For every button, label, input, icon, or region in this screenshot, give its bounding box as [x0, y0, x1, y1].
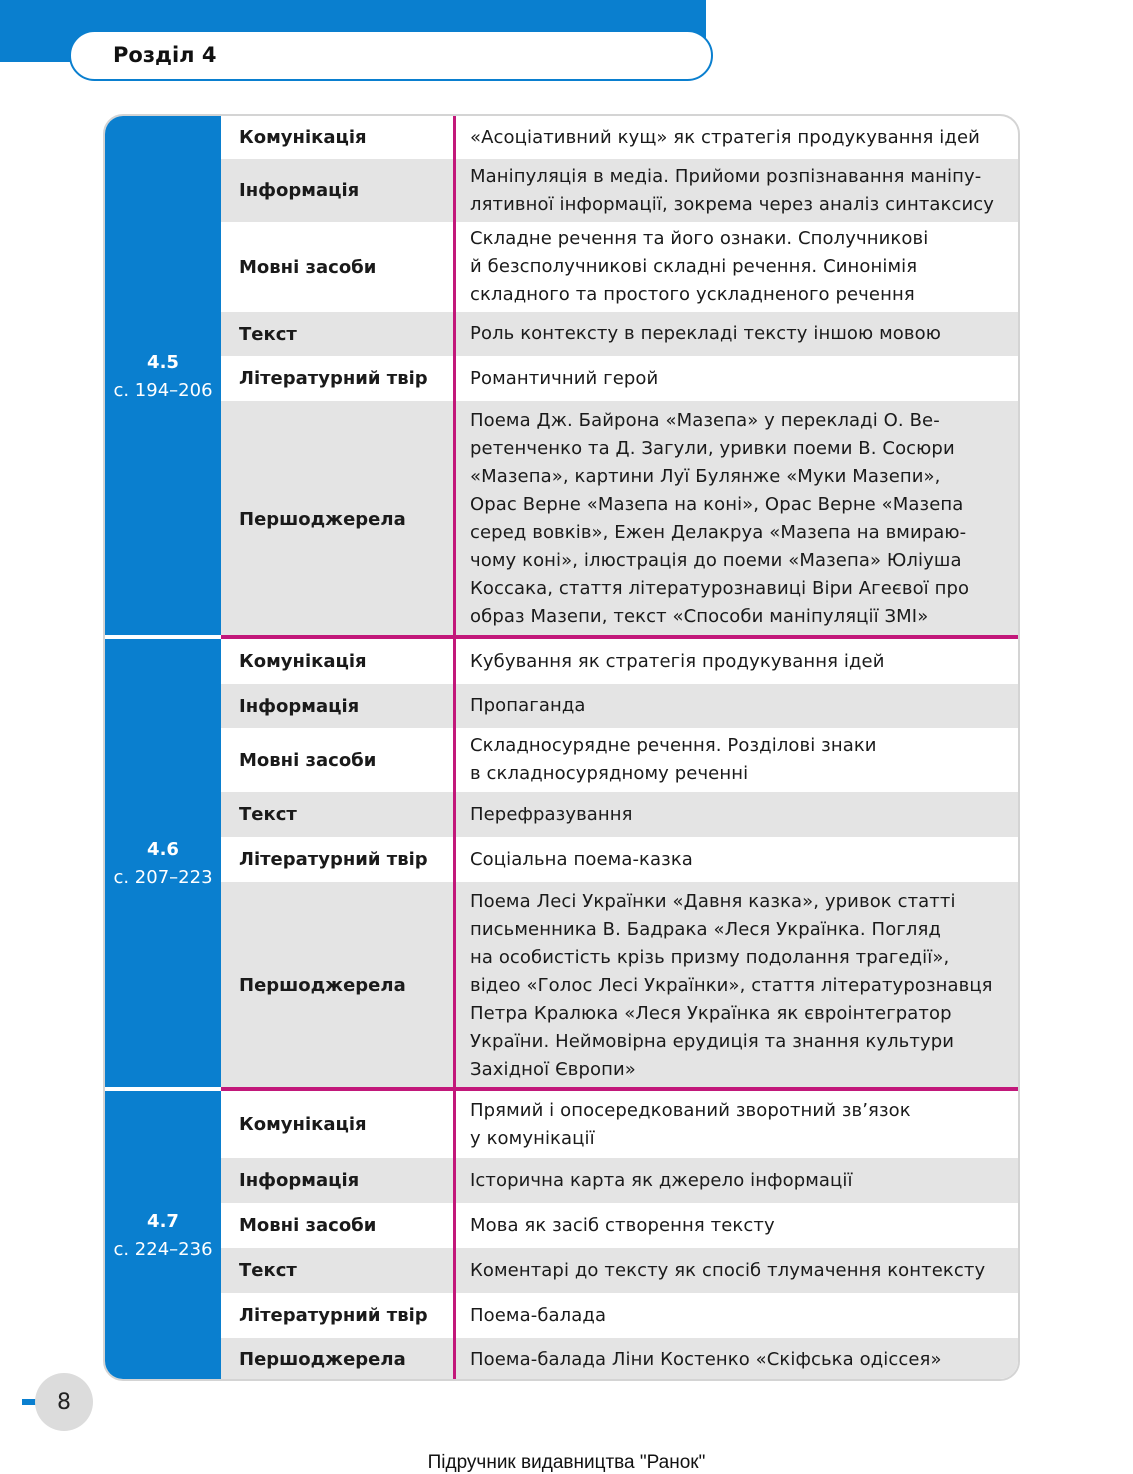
- table-row: [221, 882, 1020, 1089]
- column-divider: [453, 116, 456, 637]
- row-category: Літературний твір: [239, 1305, 428, 1326]
- row-category: Текст: [239, 804, 297, 825]
- publisher-footer: Підручник видавництва "Ранок": [427, 1452, 706, 1473]
- table-row: [221, 1338, 1020, 1381]
- row-content: Поема Дж. Байрона «Мазепа» у перекладі О. Ве- ретенченко та Д. Загули, уривки поеми В. Сосюри «Мазепа», картини Луї Булянже «Муки Мазепи», Орас Верне «Мазепа на коні», Орас Верне «Мазепа серед вовків», Ежен Делакруа «Мазепа на вмираю- чому коні», ілюстрація до поеми «Мазепа» Юліуша Коссака, стаття літературознавиці Віри Агеєвої про образ Мазепи, текст «Способи маніпуляції ЗМІ»: [470, 410, 970, 627]
- row-category: Комунікація: [239, 1114, 367, 1135]
- row-content: Поема-балада Ліни Костенко «Скіфська одіссея»: [470, 1348, 942, 1370]
- row-content: «Асоціативний кущ» як стратегія продукування ідей: [470, 126, 980, 148]
- table-row: [221, 837, 1020, 882]
- table-row: [221, 684, 1020, 728]
- section-tab: [69, 30, 713, 81]
- unit-4-6: [105, 639, 1020, 1089]
- table-row: [221, 222, 1020, 312]
- table-row: [221, 1293, 1020, 1338]
- row-content: Мова як засіб створення тексту: [470, 1214, 775, 1236]
- unit-pages: с. 224–236: [113, 1239, 213, 1260]
- unit-label: [105, 116, 221, 637]
- row-category: Літературний твір: [239, 368, 428, 389]
- table-row: [221, 792, 1020, 837]
- table-row: [221, 312, 1020, 356]
- row-category: Текст: [239, 323, 297, 345]
- row-category: Першоджерела: [239, 508, 406, 530]
- unit-number: 4.7: [147, 1211, 179, 1232]
- unit-number: 4.6: [147, 839, 179, 860]
- unit-pages: с. 194–206: [113, 379, 213, 401]
- row-category: Мовні засоби: [239, 256, 377, 278]
- row-category: Інформація: [239, 180, 360, 201]
- row-category: Комунікація: [239, 127, 367, 148]
- column-divider: [453, 1091, 456, 1381]
- table-row: [221, 639, 1020, 684]
- row-category: Мовні засоби: [239, 1215, 377, 1236]
- row-content: Складне речення та його ознаки. Сполучникові й безсполучникові складні речення. Синонімія складного та простого ускладненого речення: [470, 228, 929, 305]
- page-number-text: 8: [57, 1389, 71, 1415]
- row-content: Пропаганда: [470, 695, 586, 716]
- unit-pages: с. 207–223: [113, 867, 213, 888]
- row-category: Текст: [239, 1260, 297, 1281]
- row-content: Прямий і опосередкований зворотний зв’язок у комунікації: [470, 1099, 911, 1149]
- row-category: Першоджерела: [239, 1349, 406, 1370]
- unit-4-7: [105, 1091, 1020, 1381]
- row-content: Романтичний герой: [470, 367, 659, 389]
- table-row: [221, 401, 1020, 637]
- unit-label: [105, 639, 221, 1089]
- row-content: Кубування як стратегія продукування ідей: [470, 650, 885, 672]
- unit-label: [105, 1091, 221, 1381]
- row-content: Маніпуляція в медіа. Прийоми розпізнавання маніпу- лятивної інформації, зокрема через аналіз синтаксису: [470, 165, 995, 215]
- page-number: [35, 1373, 93, 1431]
- section-title: Розділ 4: [113, 43, 217, 67]
- row-content: Поема-балада: [470, 1304, 607, 1326]
- row-category: Літературний твір: [239, 849, 428, 870]
- unit-separator: [105, 635, 221, 638]
- row-content: Коментарі до тексту як спосіб тлумачення контексту: [470, 1259, 986, 1281]
- table-row: [221, 159, 1020, 222]
- row-category: Інформація: [239, 695, 360, 717]
- row-category: Інформація: [239, 1170, 360, 1191]
- row-content: Роль контексту в перекладі тексту іншою мовою: [470, 323, 941, 344]
- row-content: Соціальна поема-казка: [470, 848, 693, 870]
- table-row: [221, 1248, 1020, 1293]
- column-divider: [453, 639, 456, 1089]
- unit-4-5: [105, 116, 1020, 637]
- unit-number: 4.5: [147, 351, 179, 373]
- unit-separator: [105, 1087, 221, 1090]
- table-row: [221, 116, 1020, 159]
- curriculum-table: [103, 114, 1020, 1381]
- table-row: [221, 728, 1020, 792]
- row-content: Поема Лесі Українки «Давня казка», уривок статті письменника В. Бадрака «Леся Українка. Погляд на особистість крізь призму подолання трагедії», відео «Голос Лесі Українки», стаття літературознавця Петра Кралюка «Леся Українка як євроінтегратор України. Неймовірна ерудиція та знання культури Західної Європи»: [470, 890, 993, 1080]
- table-row: [221, 1158, 1020, 1203]
- row-category: Першоджерела: [239, 975, 406, 996]
- row-category: Комунікація: [239, 651, 367, 672]
- row-content: Історична карта як джерело інформації: [470, 1169, 853, 1191]
- row-category: Мовні засоби: [239, 749, 377, 771]
- table-row: [221, 1091, 1020, 1158]
- table-row: [221, 1203, 1020, 1248]
- row-content: Складносурядне речення. Розділові знаки в складносурядному реченні: [470, 735, 877, 784]
- row-content: Перефразування: [470, 803, 633, 825]
- table-row: [221, 356, 1020, 401]
